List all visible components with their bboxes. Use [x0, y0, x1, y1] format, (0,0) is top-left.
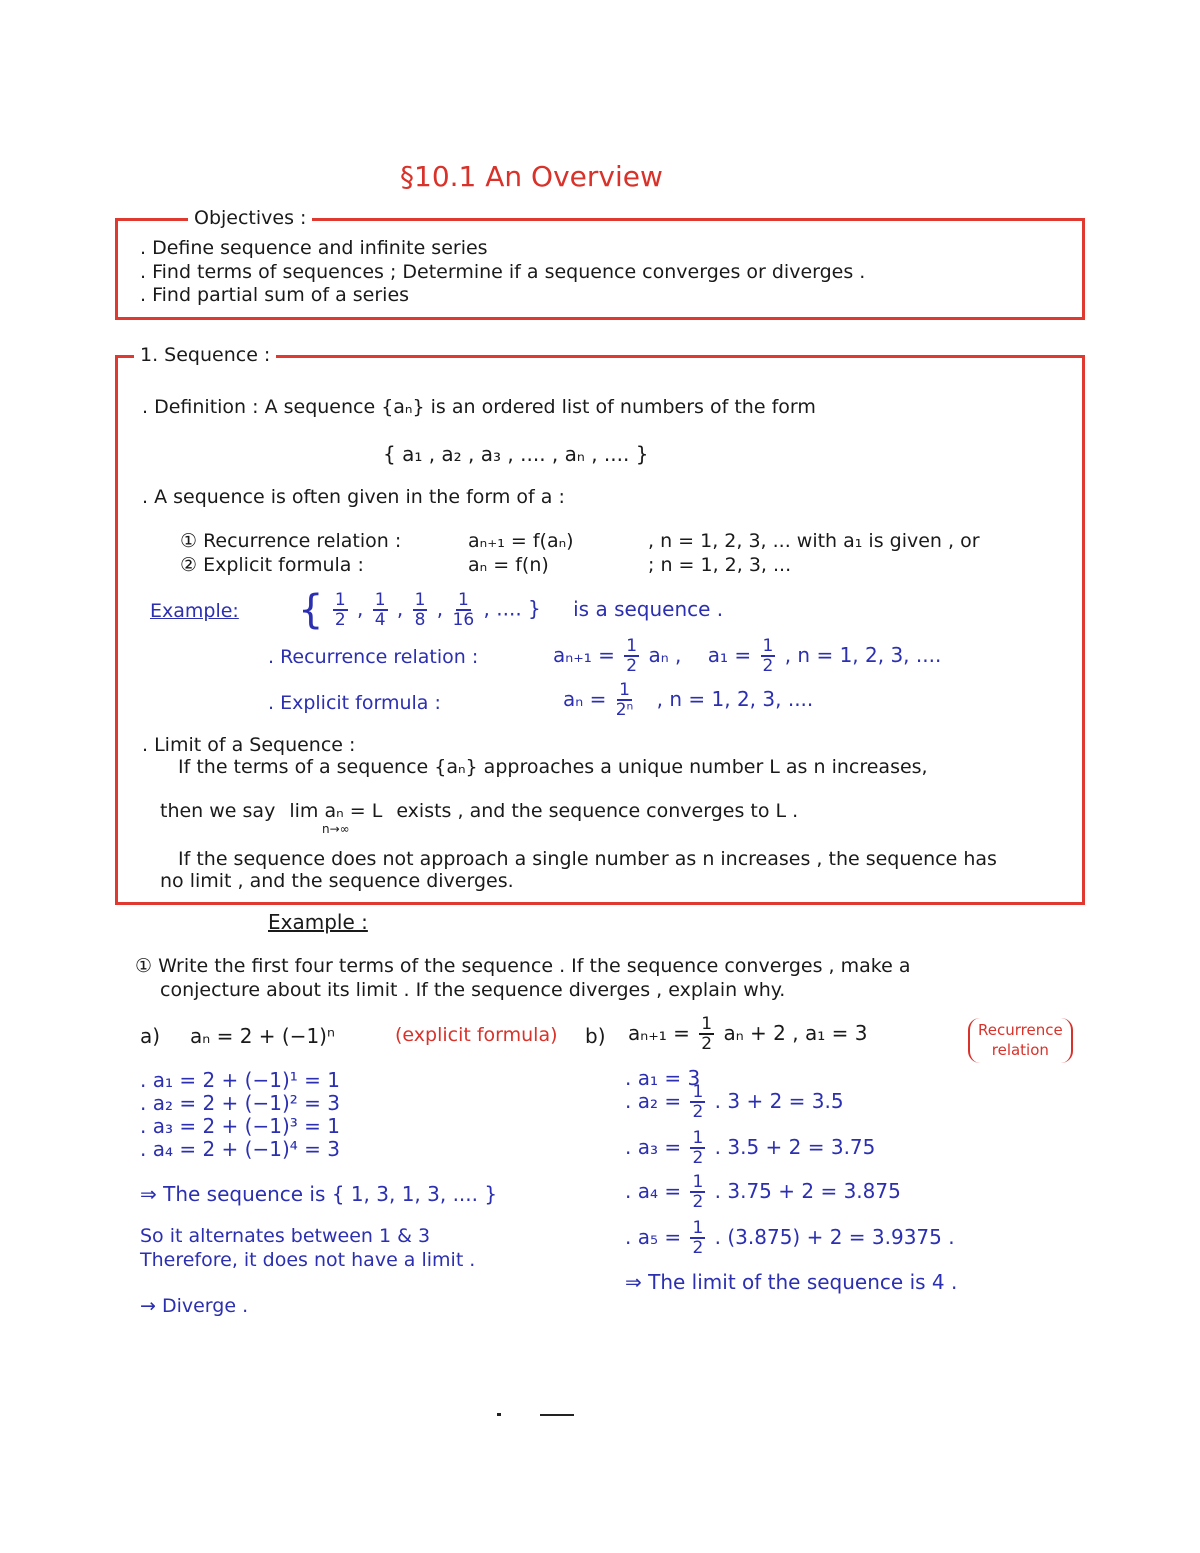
question-line-2: conjecture about its limit . If the sequence diverges , explain why. [160, 979, 786, 1001]
given-form-text: . A sequence is often given in the form of a : [142, 486, 565, 508]
part-a-conclusion-1: So it alternates between 1 & 3 [140, 1225, 431, 1247]
part-a-formula: aₙ = 2 + (−1)ⁿ [190, 1024, 335, 1048]
ex-recurrence-formula: aₙ₊₁ = $\frac{1}{2}$ aₙ , a₁ = $\frac{1}{2}$ , n = 1, 2, 3, .... [553, 636, 942, 676]
objectives-legend: Objectives : [188, 207, 312, 229]
example-heading: Example : [268, 910, 368, 934]
example-sequence: { $\frac{1}{2}$ , $\frac{1}{4}$ , $\frac{1}{8}$ , $\frac{1}{16}$ , .... } is a sequence . [298, 587, 724, 633]
part-a-label: a) [140, 1024, 161, 1048]
limit-line-1: If the terms of a sequence {aₙ} approaches a unique number L as n increases, [178, 756, 928, 778]
explicit-formula: aₙ = f(n) [468, 554, 549, 576]
footer-mark [540, 1414, 574, 1416]
limit-expression: lim aₙ = L [289, 800, 383, 822]
sequence-form: { a₁ , a₂ , a₃ , .... , aₙ , .... } [383, 442, 649, 466]
close-brace: , .... } [483, 596, 541, 621]
ex-explicit-label: . Explicit formula : [268, 692, 441, 714]
part-a-step: . a₂ = 2 + (−1)² = 3 [140, 1091, 340, 1115]
part-b-note: Recurrence relation [968, 1018, 1073, 1063]
part-b-step: . a₅ = $\frac{1}{2}$ . (3.875) + 2 = 3.9375 . [625, 1218, 955, 1258]
sequence-legend: 1. Sequence : [134, 344, 276, 366]
recurrence-range: , n = 1, 2, 3, ... with a₁ is given , or [648, 530, 980, 552]
definition-text: . Definition : A sequence {aₙ} is an ordered list of numbers of the form [142, 396, 816, 418]
part-a-conclusion-2: Therefore, it does not have a limit . [140, 1249, 476, 1271]
page-title: §10.1 An Overview [400, 160, 663, 193]
part-a-step: . a₁ = 2 + (−1)¹ = 1 [140, 1068, 340, 1092]
limit-title: . Limit of a Sequence : [142, 734, 356, 756]
part-a-diverge: → Diverge . [140, 1295, 249, 1317]
recurrence-formula: aₙ₊₁ = f(aₙ) [468, 530, 574, 552]
part-b-step: . a₃ = $\frac{1}{2}$ . 3.5 + 2 = 3.75 [625, 1128, 876, 1168]
explicit-label: ② Explicit formula : [180, 554, 364, 576]
part-b-step: . a₂ = $\frac{1}{2}$ . 3 + 2 = 3.5 [625, 1082, 844, 1122]
limit-line-2: then we say lim aₙ = L n→∞ exists , and the sequence converges to L . [160, 800, 799, 836]
question-line-1: ① Write the first four terms of the sequence . If the sequence converges , make a [135, 955, 911, 977]
part-b-conclusion: ⇒ The limit of the sequence is 4 . [625, 1270, 958, 1294]
ex-explicit-formula: aₙ = $\frac{1}{\text{2ⁿ}}$ , n = 1, 2, 3, .... [563, 680, 814, 720]
limit-line-3: If the sequence does not approach a single number as n increases , the sequence has [178, 848, 997, 870]
sequence-box [115, 344, 1085, 905]
part-a-note: (explicit formula) [395, 1024, 558, 1046]
footer-mark [497, 1413, 501, 1416]
fraction: $\frac{1}{2}$ [334, 589, 346, 630]
limit-line-4: no limit , and the sequence diverges. [160, 870, 514, 892]
objectives-box [115, 207, 1085, 320]
objective-item: . Find terms of sequences ; Determine if a sequence converges or diverges . [140, 261, 866, 283]
recurrence-label: ① Recurrence relation : [180, 530, 402, 552]
part-b-formula: aₙ₊₁ = $\frac{1}{2}$ aₙ + 2 , a₁ = 3 [628, 1014, 868, 1054]
part-a-step: . a₃ = 2 + (−1)³ = 1 [140, 1114, 340, 1138]
objective-item: . Define sequence and infinite series [140, 237, 488, 259]
fraction: $\frac{1}{8}$ [414, 589, 426, 630]
part-a-sequence: ⇒ The sequence is { 1, 3, 1, 3, .... } [140, 1182, 498, 1206]
part-b-step: . a₁ = 3 [625, 1066, 701, 1090]
open-brace: { [298, 587, 324, 633]
fraction: $\frac{1}{4}$ [374, 589, 386, 630]
example-tail: is a sequence . [573, 596, 724, 621]
part-b-label: b) [585, 1024, 606, 1048]
part-a-step: . a₄ = 2 + (−1)⁴ = 3 [140, 1137, 340, 1161]
part-b-step: . a₄ = $\frac{1}{2}$ . 3.75 + 2 = 3.875 [625, 1172, 901, 1212]
ex-recurrence-label: . Recurrence relation : [268, 646, 479, 668]
limit-subscript: n→∞ [322, 822, 350, 836]
objective-item: . Find partial sum of a series [140, 284, 410, 306]
fraction: $\frac{1}{16}$ [452, 589, 475, 630]
explicit-range: ; n = 1, 2, 3, ... [648, 554, 792, 576]
example-label: Example: [150, 600, 239, 622]
